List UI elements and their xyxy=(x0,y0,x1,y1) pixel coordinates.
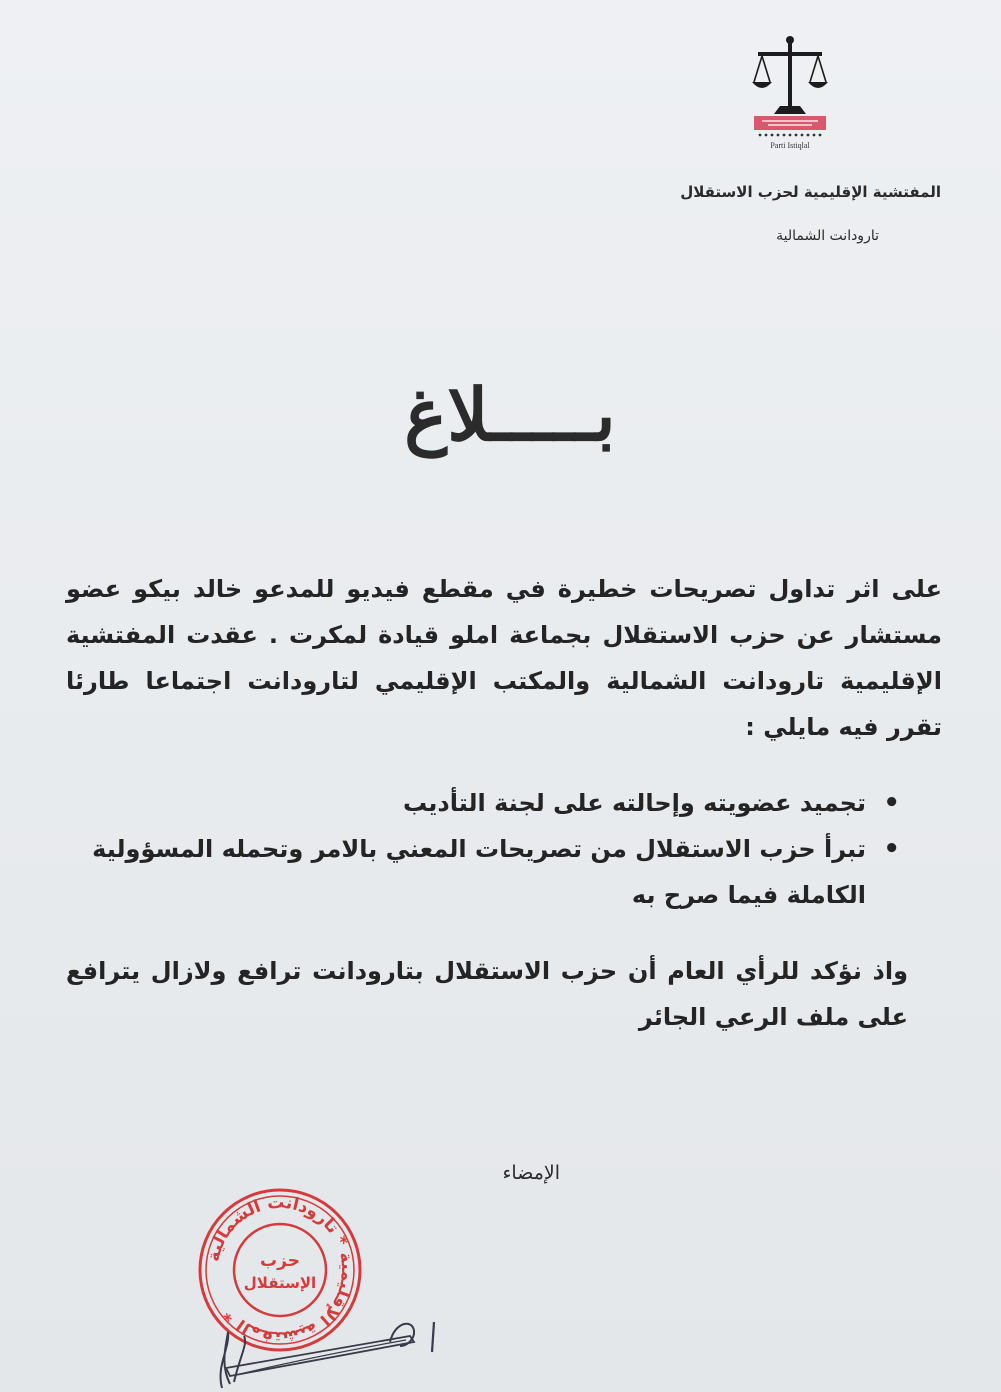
decision-list xyxy=(66,780,906,918)
scales-of-justice-icon xyxy=(748,34,832,152)
stamp-inner-line1: حزب xyxy=(260,1251,300,1271)
party-logo xyxy=(748,34,832,152)
stamp-inner-line2: الإستقلال xyxy=(243,1274,317,1292)
decision-item: • تبرأ حزب الاستقلال من تصريحات المعني بالامر وتحمله المسؤولية الكاملة فيما صرح به xyxy=(66,826,906,918)
stamp-outer-text: المفتشية الإقليمية * تارودانت الشمالية * xyxy=(203,1192,358,1348)
document-title: بـــــلاغ xyxy=(404,372,616,457)
region-name: تارودانت الشمالية xyxy=(776,228,879,244)
closing-paragraph: واذ نؤكد للرأي العام أن حزب الاستقلال بتارودانت ترافع ولازال يترافع على ملف الرعي الجائر xyxy=(66,957,908,1031)
logo-caption: Parti Istiqlal xyxy=(770,141,810,150)
signature-label: الإمضاء xyxy=(502,1162,560,1184)
signature-scribble xyxy=(200,1296,460,1392)
organization-name: المفتشية الإقليمية لحزب الاستقلال xyxy=(680,183,941,201)
body-paragraph: على اثر تداول تصريحات خطيرة في مقطع فيديو للمدعو خالد بيكو عضو مستشار عن حزب الاستقلال بجماعة املو قيادة لمكرت . عقدت المفتشية الإقليمية تارودانت الشمالية والمكتب الإقليمي لتارودانت اجتماعا طارئا تقرر فيه مايلي : xyxy=(66,575,942,741)
handwritten-signature xyxy=(200,1296,460,1392)
decision-item: • تجميد عضويته وإحالته على لجنة التأديب xyxy=(66,780,906,826)
